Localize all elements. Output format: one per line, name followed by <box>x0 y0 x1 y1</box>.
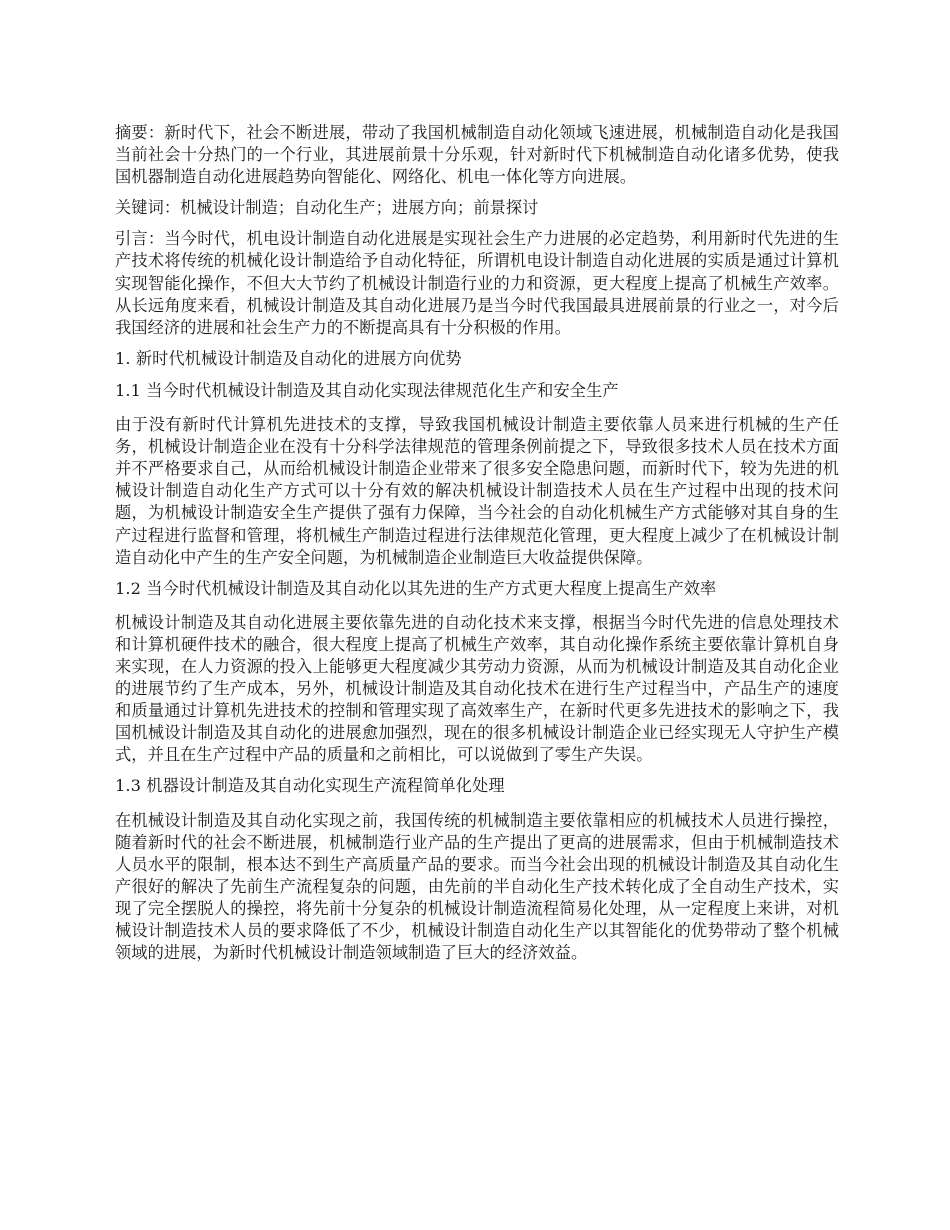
section-1-1-heading: 1.1 当今时代机械设计制造及其自动化实现法律规范化生产和安全生产 <box>115 380 619 400</box>
section-1-2-paragraph: 机械设计制造及其自动化进展主要依靠先进的自动化技术来支撑，根据当今时代先进的信息处理技术和计算机硬件技术的融合，很大程度上提高了机械生产效率，其自动化操作系统主要依靠计算机自身来实现，在人力资源的投入上能够更大程度减少其劳动力资源，从而为机械设计制造及其自动化企业的进展节约了生产成本，另外，机械设计制造及其自动化技术在进行生产过程当中，产品生产的速度和质量通过计算机先进技术的控制和管理实现了高效率生产，在新时代更多先进技术的影响之下，我国机械设计制造及其自动化的进展愈加强烈，现在的很多机械设计制造企业已经实现无人守护生产模式，并且在生产过程中产品的质量和之前相比，可以说做到了零生产失误。 <box>115 612 839 765</box>
section-1-3-heading: 1.3 机器设计制造及其自动化实现生产流程简单化处理 <box>115 776 505 796</box>
section-1-heading: 1. 新时代机械设计制造及自动化的进展方向优势 <box>115 348 462 368</box>
keywords-paragraph: 关键词：机械设计制造；自动化生产；进展方向；前景探讨 <box>115 198 539 218</box>
section-1-2-heading: 1.2 当今时代机械设计制造及其自动化以其先进的生产方式更大程度上提高生产效率 <box>115 578 717 598</box>
intro-paragraph: 引言：当今时代，机电设计制造自动化进展是实现社会生产力进展的必定趋势，利用新时代先进的生产技术将传统的机械化设计制造给予自动化特征，所谓机电设计制造自动化进展的实质是通过计算机实现智能化操作，不但大大节约了机械设计制造行业的力和资源，更大程度上提高了机械生产效率。从长远角度来看，机械设计制造及其自动化进展乃是当今时代我国最具进展前景的行业之一，对今后我国经济的进展和社会生产力的不断提高具有十分积极的作用。 <box>115 229 839 337</box>
section-1-1-paragraph: 由于没有新时代计算机先进技术的支撑，导致我国机械设计制造主要依靠人员来进行机械的生产任务，机械设计制造企业在没有十分科学法律规范的管理条例前提之下，导致很多技术人员在技术方面并不严格要求自己，从而给机械设计制造企业带来了很多安全隐患问题，而新时代下，较为先进的机械设计制造自动化生产方式可以十分有效的解决机械设计制造技术人员在生产过程中出现的技术问题，为机械设计制造安全生产提供了强有力保障，当今社会的自动化机械生产方式能够对其自身的生产过程进行监督和管理，将机械生产制造过程进行法律规范化管理，更大程度上减少了在机械设计制造自动化中产生的生产安全问题，为机械制造企业制造巨大收益提供保障。 <box>115 415 839 567</box>
abstract-paragraph: 摘要：新时代下，社会不断进展，带动了我国机械制造自动化领域飞速进展，机械制造自动化是我国当前社会十分热门的一个行业，其进展前景十分乐观，针对新时代下机械制造自动化诸多优势，使我国机器制造自动化进展趋势向智能化、网络化、机电一体化等方向进展。 <box>115 123 839 187</box>
document-body <box>115 122 839 973</box>
section-1-3-paragraph: 在机械设计制造及其自动化实现之前，我国传统的机械制造主要依靠相应的机械技术人员进行操控，随着新时代的社会不断进展，机械制造行业产品的生产提出了更高的进展需求，但由于机械制造技术人员水平的限制，根本达不到生产高质量产品的要求。而当今社会出现的机械设计制造及其自动化生产很好的解决了先前生产流程复杂的问题，由先前的半自动化生产技术转化成了全自动生产技术，实现了完全摆脱人的操控，将先前十分复杂的机械设计制造流程简易化处理，从一定程度上来讲，对机械设计制造技术人员的要求降低了不少，机械设计制造自动化生产以其智能化的优势带动了整个机械领域的进展，为新时代机械设计制造领域制造了巨大的经济效益。 <box>115 810 839 963</box>
